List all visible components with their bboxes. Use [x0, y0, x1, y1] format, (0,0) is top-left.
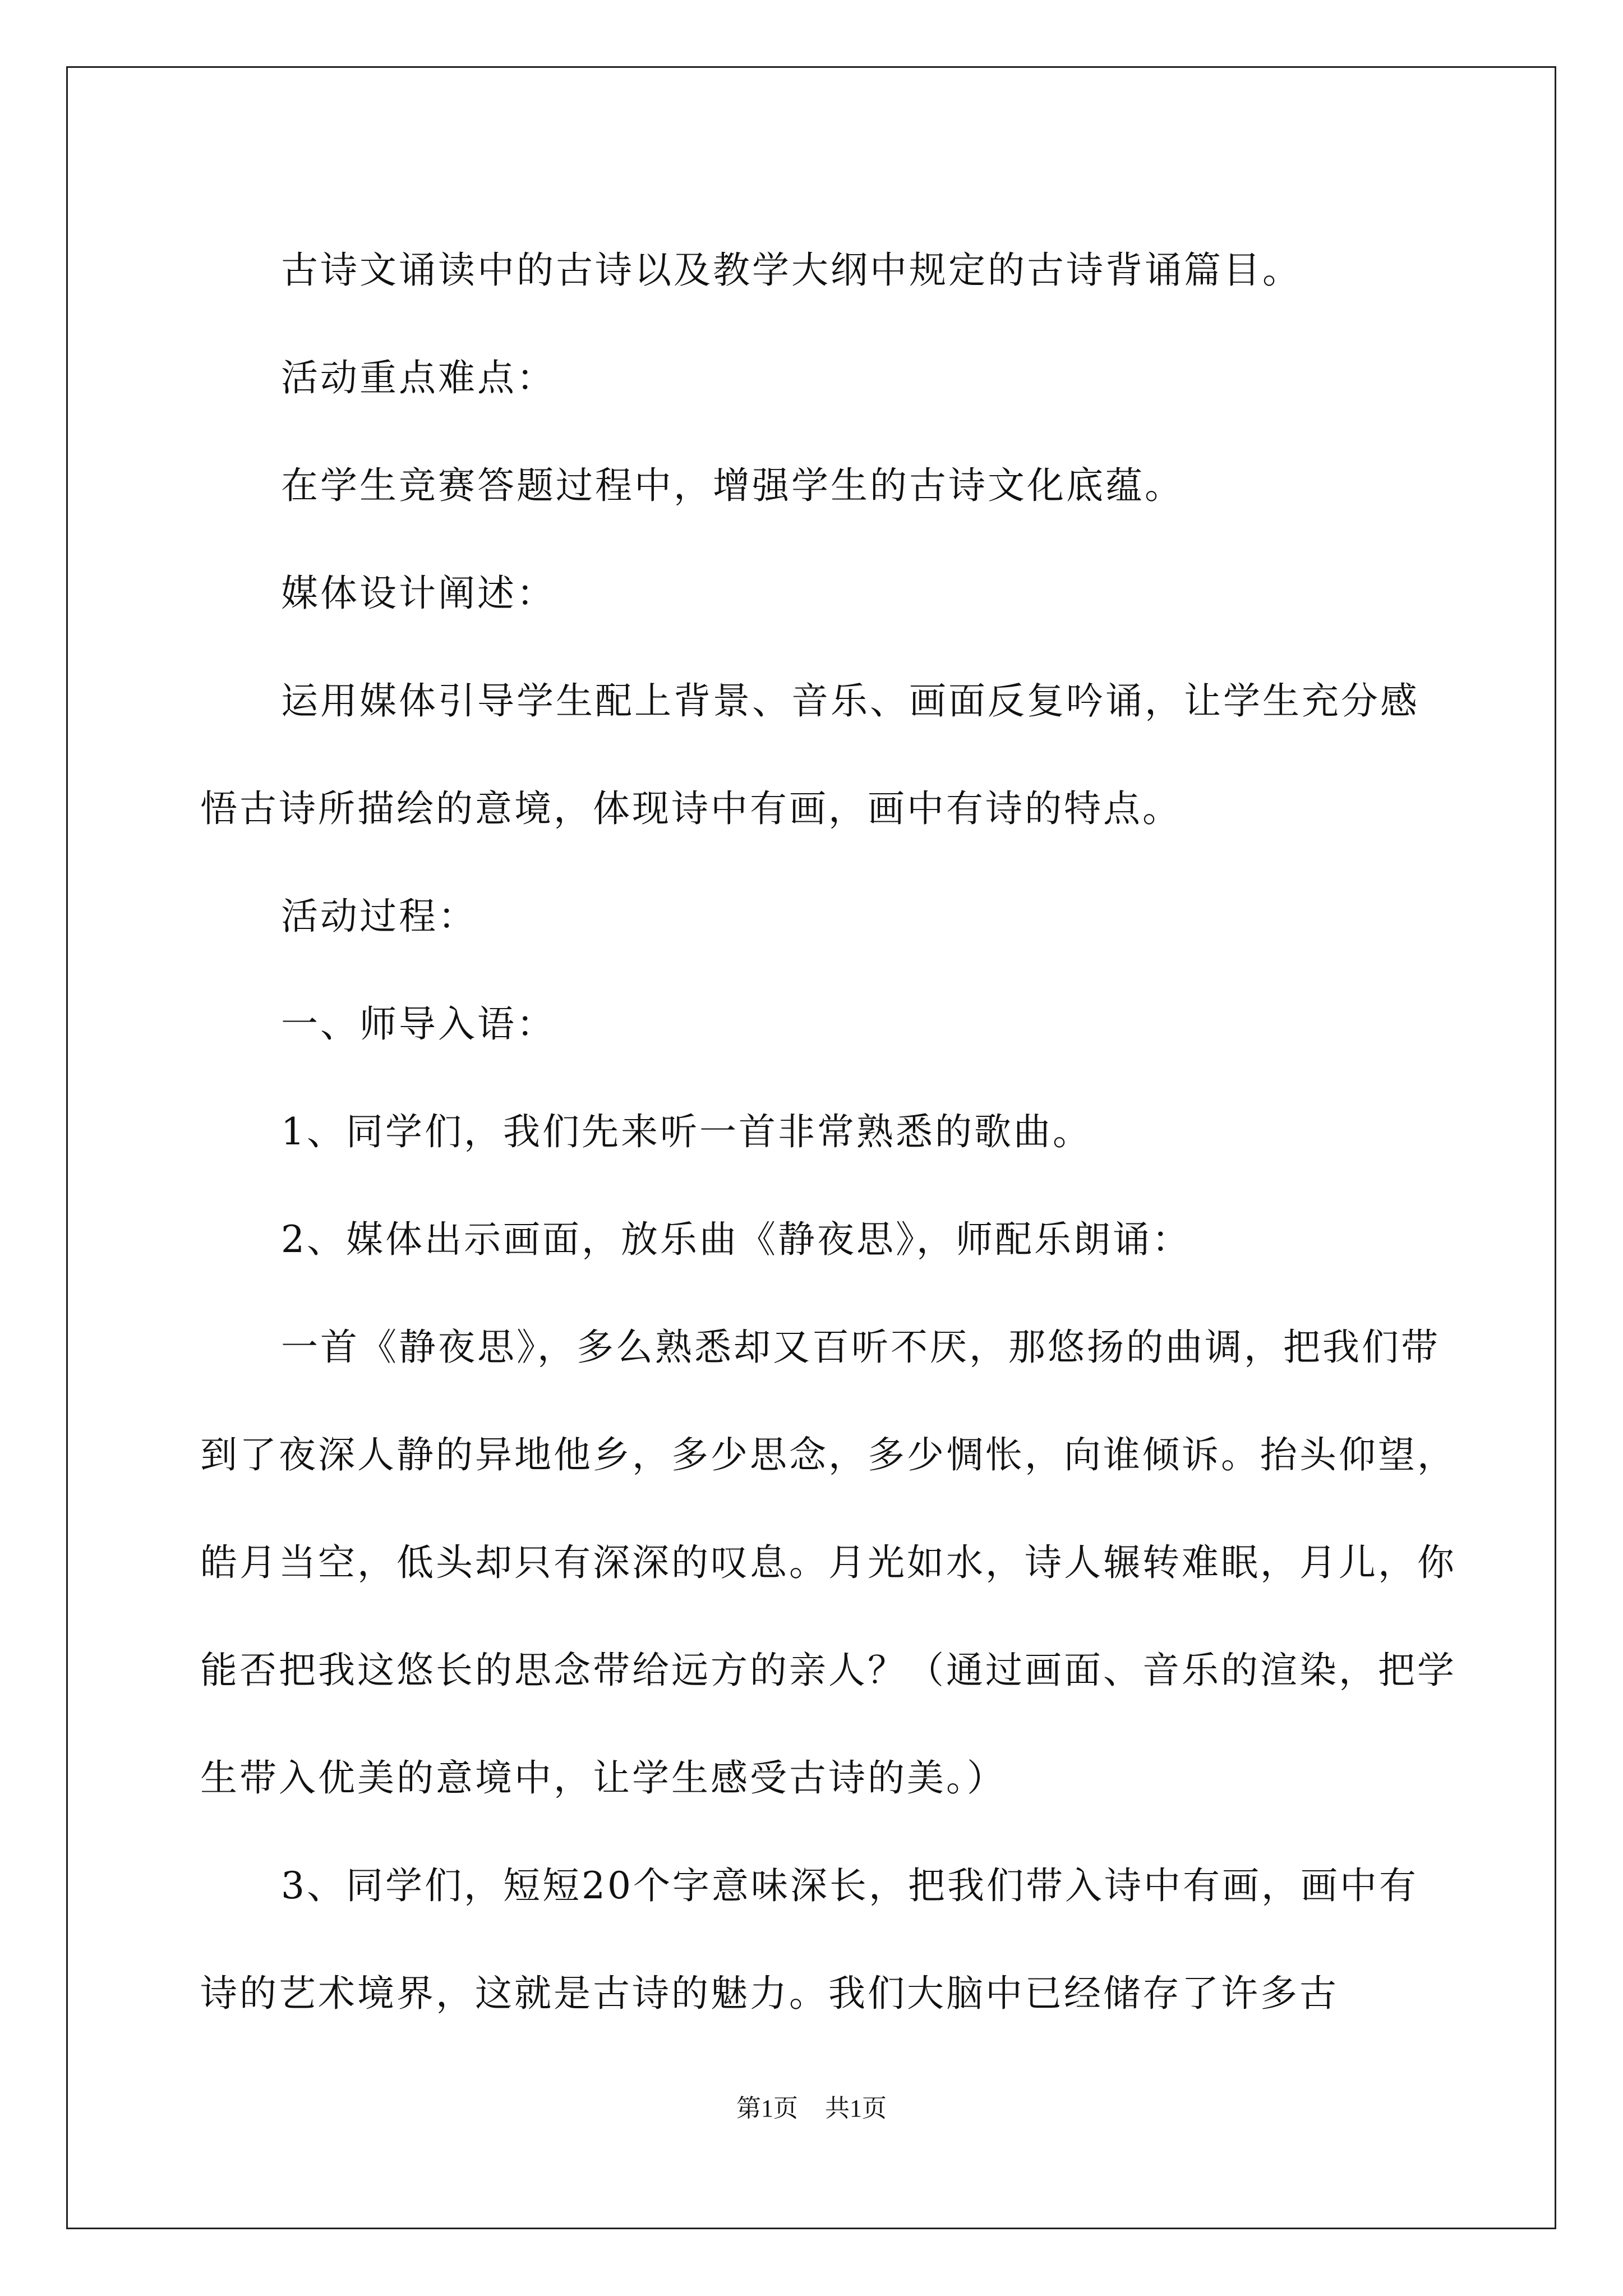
paragraph: 运用媒体引导学生配上背景、音乐、画面反复吟诵，让学生充分感悟古诗所描绘的意境，体现诗中有画，画中有诗的特点。 [200, 679, 1419, 830]
list-item: 3、同学们，短短20个字意味深长，把我们带入诗中有画，画中有诗的艺术境界，这就是古诗的魅力。我们大脑中已经储存了许多古 [200, 1864, 1418, 2015]
section-heading: 活动过程： [281, 895, 477, 938]
page-number-current: 第1页 [736, 2095, 798, 2122]
list-item: 2、媒体出示画面，放乐曲《静夜思》，师配乐朗诵： [281, 1218, 1191, 1261]
list-item: 1、同学们，我们先来听一首非常熟悉的歌曲。 [281, 1110, 1092, 1153]
section-heading: 一、师导入语： [281, 1002, 556, 1046]
paragraph: 在学生竞赛答题过程中，增强学生的古诗文化底蕴。 [281, 464, 1184, 507]
paragraph: 一首《静夜思》，多么熟悉却又百听不厌，那悠扬的曲调，把我们带到了夜深人静的异地他乡，多少思念，多少惆怅，向谁倾诉。抬头仰望，皓月当空，低头却只有深深的叹息。月光如水，诗人辗转难眠，月儿，你能否把我这悠长的思念带给远方的亲人？（通过画面、音乐的渲染，把学生带入优美的意境中，让学生感受古诗的美。） [200, 1326, 1456, 1800]
section-heading: 活动重点难点： [281, 356, 556, 399]
document-body [200, 217, 1456, 2047]
page-number-total: 共1页 [825, 2095, 887, 2122]
page-footer [0, 2088, 1623, 2124]
section-heading: 媒体设计阐述： [281, 572, 556, 615]
paragraph: 古诗文诵读中的古诗以及教学大纲中规定的古诗背诵篇目。 [281, 249, 1302, 292]
